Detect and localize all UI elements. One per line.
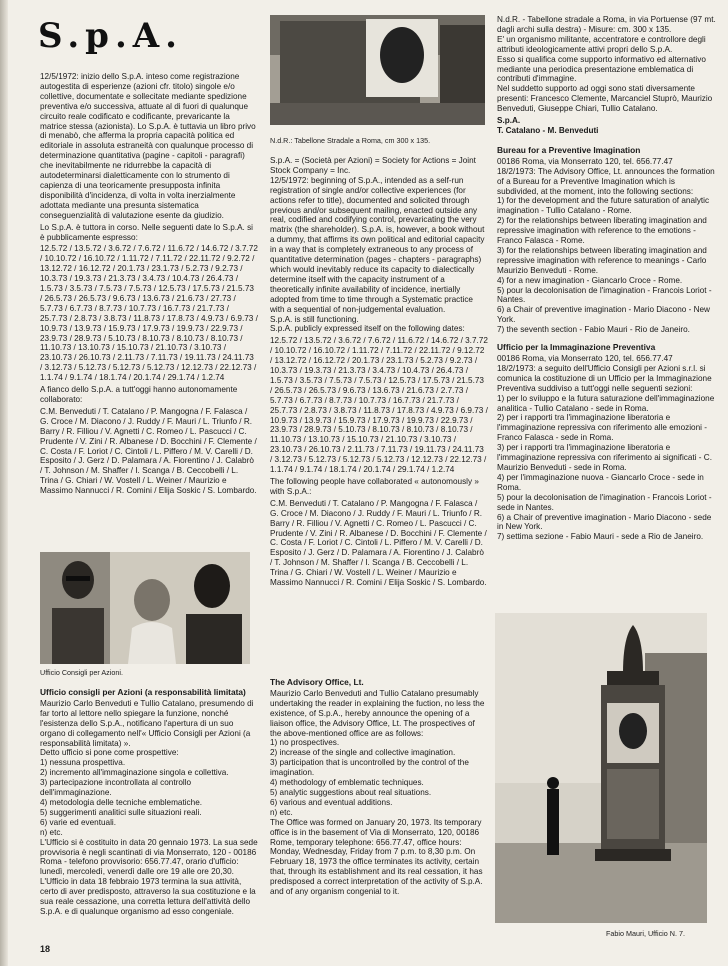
bureau-heading: Bureau for a Preventive Imagination — [497, 144, 641, 155]
column-left — [40, 72, 258, 498]
office-text-english: Maurizio Carlo Benveduti and Tullio Catalano presumably undertaking the reader in explaining the fuction, no less the existence, of S.p.A., hereby announce the opening of a liaison office, the Advisory Office, Lt. The prospectives of the above-mentioned office are as follows: 1) no prospectives. 2) increase of the single and collective imagination. 3) participation that is uncontrolled by the control of the imagination. 4) methodology of emblematic techniques. 5) analytic suggestions about real situations. 6) various and eventual additions. n) etc. The Office was formed on January 20, 1973. Its temporary office is in the basement of Via di Monserrato, 120, 00186 Rome, temporary telephone: 656.77.47, office hours: Monday, Wednesday, Friday from 7 p.m. to 8,30 p.m. On February 18, 1973 the office terminates its activity, certain that, through its establishment and its real cessation, it has predisposed a correct interpretation of the activity of S.p.A. and of any organism congenial to it. — [270, 688, 485, 897]
collaborators-intro-italian: A fianco dello S.p.A. a tutt'oggi hanno autonomamente collaborato: — [40, 385, 238, 404]
column-left-office — [40, 686, 258, 919]
column-right — [497, 15, 717, 544]
collaborators-list-italian: C.M. Benveduti / T. Catalano / P. Mangogna / F. Falasca / G. Croce / M. Diacono / J. Ruddy / F. Mauri / L. Triunfo / R. Barry / R. Filliou / V. Agnetti / C. Romeo / L. Pascucci / C. Prudente / V. Zini / R. Albanese / D. Bocchini / F. Clemente / C. Costa / F. Loriot / C. Cintoli / L. Piffero / M. V. Carelli / D. Esposito / J. Gerz / D. Palamara / A. Fiorentino / J. Calabrò / T. Johnson / M. Shaffer / I. Scanga / B. Ceccobelli / L. Trina / G. Chiari / W. Vostell / L. Weiner / Maurizio e Massimo Nannucci / R. Comini / Elija Soskic / S. Lombardo. — [40, 406, 257, 496]
bureau-text: 00186 Roma, via Monserrato 120, tel. 656.77.47 18/2/1973: The Advisory Office, Lt. announces the formation of a Bureau for a Preventive Imagination which is subdivided, at the moment, into the following sections: 1) for the development and the future saturation of analytic imagination - Tullio Catalano - Rome. 2) for the relationships between liberating imagination and repressive imagination with reference to the emotions - Franco Falasca - Rome. 3) for the relationships between liberating imagination and repressive imagination with reference to meanings - Carlo Maurizio Benveduti - Rome. 4) for a new imagination - Giancarlo Croce - Rome. 5) pour la decolonisation de l'imagination - Francois Loriot - Nantes. 6) a Chair of preventive imagination - Mario Diacono - New York. 7) the seventh section - Fabio Mauri - Rio de Janeiro. — [497, 156, 715, 335]
signature-org: S.p.A. — [497, 116, 521, 126]
page-title: S.p.A. — [38, 16, 184, 56]
photo-caption-billboard: N.d.R.: Tabellone Stradale a Roma, cm 300 x 135. — [270, 136, 431, 145]
collaborators-list-english: C.M. Benveduti / T. Catalano / P. Mangogna / F. Falasca / G. Croce / M. Diacono / J. Ruddy / F. Mauri / L. Triunfo / R. Barry / R. Filliou / V. Agnetti / C. Romeo / L. Pascucci / C. Prudente / V. Zini / R. Albanese / D. Bocchini / F. Clemente / C. Costa / F. Loriot / C. Cintoli / L. Piffero / M. V. Carelli / D. Esposito / J. Gerz / D. Palamara / A. Fiorentino / J. Calabrò / T. Johnson / M. Shaffer / I. Scanga / B. Ceccobelli / L. Trina / G. Chiari / W. Vostell / L. Weiner / Maurizio e Massimo Nannucci / R. Comini / Elija Soskic / S. Lombardo. — [270, 498, 487, 588]
column-middle-office — [270, 676, 488, 899]
page-spine-shadow — [0, 0, 8, 966]
intro-english: S.p.A. = (Società per Azioni) = Society for Actions = Joint Stock Company = Inc. 12/5/1972: beginning of S.p.A., intended as a self-run registration of single and/or collective experiences (for actions refer to title), documented and solicited through previous and/or subsequent mailing, enacted outside any real, codified and codifying control, prevaricating the very matrix (the shareholder). S.p.A. is, however, a book without a dummy, that affirms its own political and editorial capacity in a way that is completely extraneous to any process of quantitative determination (pages - chapters - paragraphs) which would inevitably reduce its capacity to dialectically determine itself with the capacity instrument of a theoretically infinite availability of incidence, inertially adopted from time to time through a Systematic practice with a sequential of non-judgemental evaluation. S.p.A. is still functioning. S.p.A. publicly expressed itself on the following dates: — [270, 156, 485, 334]
office-text-italian: Maurizio Carlo Benveduti e Tullio Catalano, presumendo di far torto al lettore nello spiegare la funzione, nonché l'esistenza dello S.p.A., notificano l'apertura di un suo organo di collegamento nell'« Ufficio Consigli per Azioni (a responsabilità limitata) ». Detto ufficio si pone come prospettive: 1) nessuna prospettiva. 2) incremento all'immaginazione singola e collettiva. 3) partecipazione incontrollata al controllo dell'immaginazione. 4) metodologia delle tecniche emblematiche. 5) suggerimenti analitici sulle situazioni reali. 6) varie ed eventuali. n) etc. L'Ufficio si è costituito in data 20 gennaio 1973. La sua sede provvisoria è negli scantinati di via Monserrato, 120 - 00186 Roma - telefono provvisorio: 656.77.47, orario d'ufficio: lunedì, mercoledì, venerdì dalle ore 19 alle ore 20,30. L'Ufficio in data 18 febbraio 1973 termina la sua attività, certo di aver predisposto, attraverso la sua costituzione e la sua reale cessazione, una corretta lettura dell'attività dello S.p.A. e di qualunque organismo ad esso congeniale. — [40, 698, 258, 916]
photo-billboard — [270, 15, 485, 125]
dates-list-english: 12.5.72 / 13.5.72 / 3.6.72 / 7.6.72 / 11.6.72 / 14.6.72 / 3.7.72 / 10.10.72 / 16.10.72 / 1.11.72 / 7.11.72 / 22.11.72 / 9.12.72 / 13.12.72 / 16.12.72 / 20.1.73 / 23.1.73 / 5.2.73 / 9.2.73 / 10.3.73 / 19.3.73 / 21.3.73 / 3.4.73 / 10.4.73 / 26.4.73 / 1.5.73 / 3.5.73 / 7.5.73 / 7.5.73 / 12.5.73 / 17.5.73 / 21.5.73 / 26.5.73 / 26.5.73 / 9.6.73 / 13.6.73 / 21.6.73 / 2.7.73 / 5.7.73 / 6.7.73 / 8.7.73 / 10.7.73 / 16.7.73 / 21.7.73 / 25.7.73 / 2.8.73 / 3.8.73 / 11.8.73 / 17.8.73 / 4.9.73 / 6.9.73 / 10.9.73 / 13.9.73 / 15.9.73 / 17.9.73 / 19.9.73 / 22.9.73 / 23.9.73 / 28.9.73 / 5.10.73 / 8.10.73 / 8.10.73 / 8.10.73 / 11.10.73 / 13.10.73 / 15.10.73 / 21.10.73 / 3.10.73 / 23.10.73 / 26.10.73 / 2.11.73 / 7.11.73 / 19.11.73 / 24.11.73 / 3.12.73 / 5.12.73 / 5.12.73 / 5.12.73 / 12.12.73 / 22.12.73 / 1.1.74 / 9.1.74 / 18.1.74 / 20.1.74 / 29.1.74 / 1.2.74 — [270, 336, 488, 475]
photo-three-men — [40, 552, 250, 664]
dates-intro-italian: Lo S.p.A. è tuttora in corso. Nelle seguenti date lo S.p.A. si è pubblicamente espresso: — [40, 222, 253, 242]
column-middle — [270, 156, 488, 590]
signature-names: T. Catalano - M. Benveduti — [497, 125, 599, 135]
dates-list-italian: 12.5.72 / 13.5.72 / 3.6.72 / 7.6.72 / 11.6.72 / 14.6.72 / 3.7.72 / 10.10.72 / 16.10.72 / 1.11.72 / 7.11.72 / 22.11.72 / 9.2.72 / 13.12.72 / 16.12.72 / 20.1.73 / 23.1.73 / 5.2.73 / 9.2.73 / 10.3.73 / 19.3.73 / 21.3.73 / 3.4.73 / 10.4.73 / 26.4.73 / 1.5.73 / 3.5.73 / 7.5.73 / 7.5.73 / 12.5.73 / 17.5.73 / 21.5.73 / 26.5.73 / 26.5.73 / 9.6.73 / 13.6.73 / 21.6.73 / 27.73 / 5.7.73 / 6.7.73 / 8.7.73 / 10.7.73 / 16.7.73 / 21.7.73 / 25.7.73 / 2.8.73 / 3.8.73 / 11.8.73 / 17.8.73 / 4.9.73 / 6.9.73 / 10.9.73 / 13.9.73 / 15.9.73 / 17.9.73 / 19.9.73 / 22.9.73 / 23.9.73 / 28.9.73 / 5.10.73 / 8.10.73 / 8.10.73 / 8.10.73 / 11.10.73 / 13.10.73 / 15.10.73 / 21.10.73 / 3.10.73 / 23.10.73 / 26.10.73 / 2.11.73 / 7.11.73 / 19.11.73 / 24.11.73 / 3.12.73 / 5.12.73 / 5.12.73 / 5.12.73 / 12.12.73 / 22.12.73 / 1.1.74 / 9.1.74 / 18.1.74 / 20.1.74 / 29.1.74 / 1.2.74 — [40, 244, 258, 383]
office-heading-italian: Ufficio consigli per Azioni (a responsabilità limitata) — [40, 687, 246, 697]
ufficio-preventiva-text: 00186 Roma, via Monserrato 120, tel. 656.77.47 18/2/1973: a seguito dell'Ufficio Consigli per Azioni s.r.l. si comunica la costituzione di un Ufficio per la Immaginazione Preventiva suddiviso a tutt'oggi nelle seguenti sezioni: 1) per lo sviluppo e la futura saturazione dell'immaginazione analitica - Tullio Catalano - sede in Roma. 2) per i rapporti tra l'immaginazione liberatoria e l'immaginazione repressiva con riferimento alle emozioni - Franco Falasca - sede in Roma. 3) per i rapporti tra l'immaginazione liberatoria e l'immaginazione repressiva con riferimento ai significati - C. Maurizio Benveduti - sede in Roma. 4) per l'immaginazione nuova - Giancarlo Croce - sede in Roma. 5) pour la decolonisation de l'imagination - Francois Loriot - sede in Nantes. 6) a Chair of preventive imagination - Mario Diacono - sede in New York. 7) settima sezione - Fabio Mauri - sede a Rio de Janeiro. — [497, 354, 715, 542]
photo-caption-ufficio: Ufficio Consigli per Azioni. — [40, 668, 123, 677]
intro-italian: 12/5/1972: inizio dello S.p.A. inteso come registrazione autogestita di esperienze (azioni cfr. titolo) singole e/o collettive, documentate e sollecitate mediante spedizione preventiva e/o successiva, attuate al di fuori di qualunque circuito reale codificato e codificante, prevaricante la matrice stessa (azionista). Lo S.p.A. è tuttavia un libro privo di menabò, che afferma la propria capacità politica ed editoriale in assoluta estraneità con qualunque processo di determinazione quantitativa (pagine - capitoli - paragrafi) che inevitabilmente ne ridurrebbe la capacità di autodeterminarsi dialetticamente con lo strumento di capienza di una teoricamente presupposta infinita disponibilità d'incidenza, di volta in volta inerzialmente adottata mediante una presunta sistematica conseguenzialità di valutazione esente da giudizio. — [40, 72, 256, 220]
ufficio-preventiva-heading: Ufficio per la Immaginazione Preventiva — [497, 342, 656, 353]
ndr-note: N.d.R. - Tabellone stradale a Roma, in via Portuense (97 mt. dagli archi sulla destra) - Misure: cm. 300 x 135. E' un organismo militante, accentratore e controllore degli attributi ideologicamente attivi propri dello S.p.A. Esso si qualifica come supporto informativo ed alternativo mediante una periodica presentazione emblematica di contributi d'immagine. Nel suddetto supporto ad oggi sono stati diversamente presenti: Francesco Clemente, Marcanciel Stuprò, Maurizio Benveduti, Giuseppe Chiari, Tullio Catalano. — [497, 15, 716, 114]
office-heading-english: The Advisory Office, Lt. — [270, 677, 364, 687]
collaborators-intro-english: The following people have collaborated « autonomously » with S.p.A.: — [270, 477, 479, 496]
photo-caption-mauri: Fabio Mauri, Ufficio N. 7. — [606, 929, 685, 938]
page-number: 18 — [40, 944, 51, 954]
photo-advertising-column — [495, 613, 707, 923]
